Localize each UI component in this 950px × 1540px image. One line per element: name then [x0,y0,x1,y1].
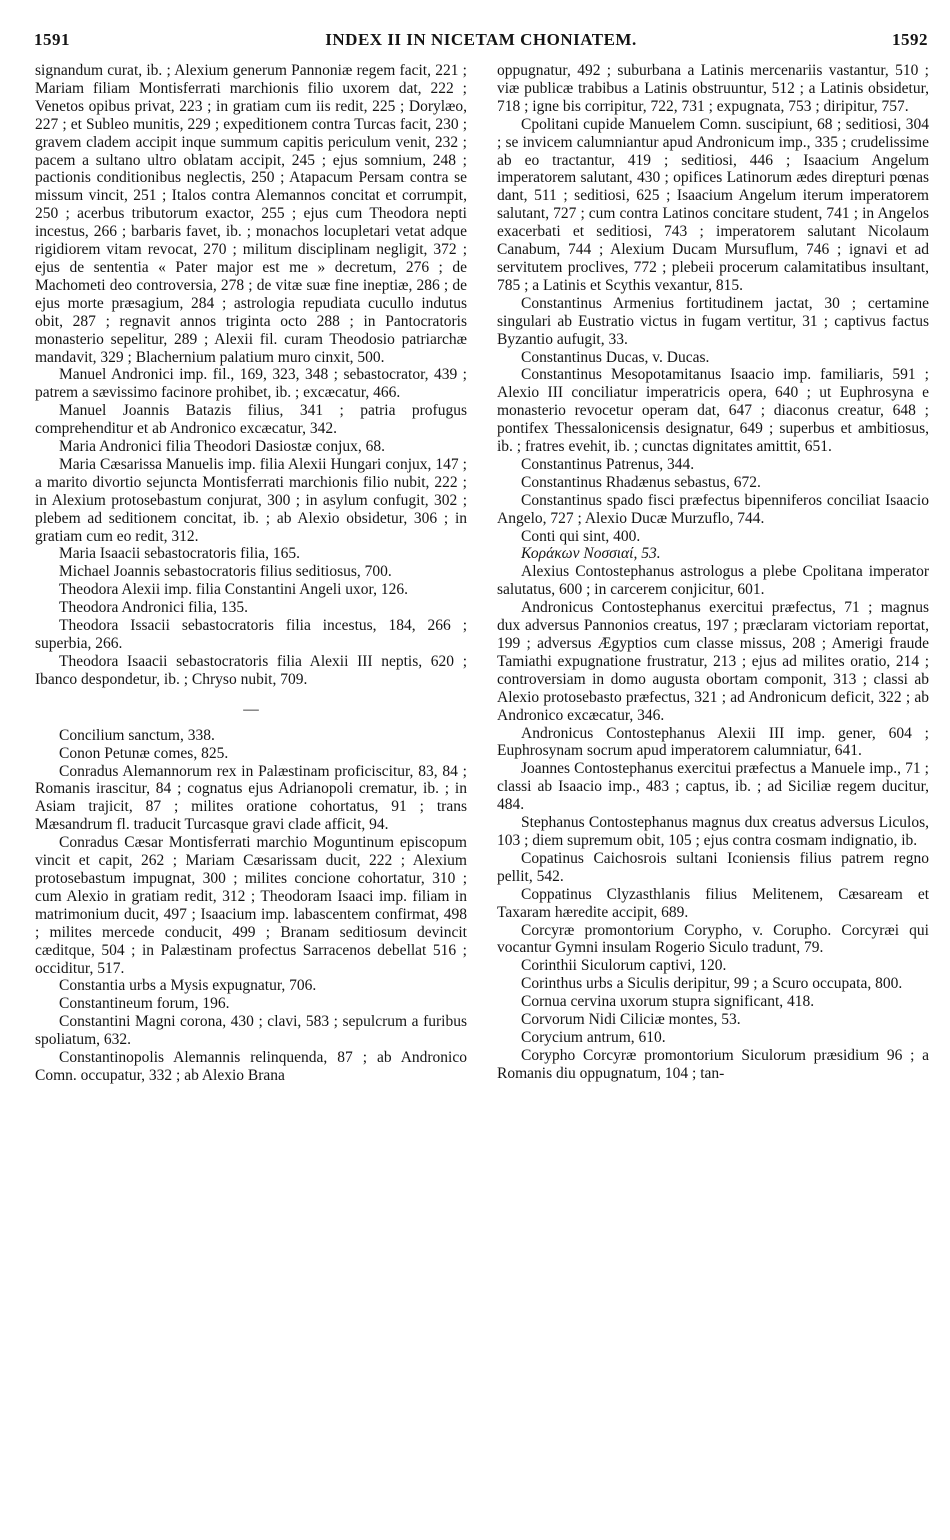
index-entry: Theodora Issacii sebastocratoris filia incestus, 184, 266 ; superbia, 266. [35,617,467,652]
index-entry: Maria Andronici filia Theodori Dasiostæ conjux, 68. [59,438,386,456]
index-entry: Cpolitani cupide Manuelem Comn. suscipiunt, 68 ; seditiosi, 304 ; se invicem calumniantur apud Andronicum imp., 335 ; crudelissime ab eo tractantur, 419 ; seditiosi, 446 ; Isaacium Angelum imperatorem salutant, 430 ; opifices Latinorum ædes direpturi pœnas dant, 511 ; seditiosi, 625 ; Isaacium Angelum iterum imperatorem salutant, 727 ; cum contra Latinos concitare student, 741 ; in Angelos exacerbati et seditiosi, 743 ; imperatorem salutant Nicolaum Canabum, 744 ; Alexium Ducam Mursuflum, 746 ; ignavi et ad servitutem proclives, 772 ; plebeii procerum calamitatibus insultant, 785 ; a Latinis et Scythis vexantur, 815. [497,115,929,294]
section-separator: — [243,700,259,718]
page-title: INDEX II IN NICETAM CHONIATEM. [325,30,637,49]
left-page-number: 1591 [34,30,70,49]
index-entry: Corinthus urbs a Siculis deripitur, 99 ; a Scuro occupata, 800. [521,975,903,993]
index-entry: Alexius Contostephanus astrologus a plebe Cpolitana imperator salutatus, 600 ; in carcerem conjicitur, 601. [497,563,929,599]
right-column [497,62,929,1532]
index-entry: Maria Cæsarissa Manuelis imp. filia Alexii Hungari conjux, 147 ; a marito divortio sejuncta Montisferrati marchionis filio nubit, 222 ; in Alexium protosebastum conjurat, 300 ; in asylum confugit, 302 ; plebem ad seditionem concitat, ib. ; ab Alexio obsidetur, 306 ; in gratiam cum eo redit, 312. [35,455,467,545]
index-entry: Κοράκων Νοσσιαί, 53. [521,545,661,563]
index-entry: Theodora Andronici filia, 135. [59,599,248,617]
index-entry: signandum curat, ib. ; Alexium generum Pannoniæ regem facit, 221 ; Mariam filiam Montisferrati marchionis filio uxorem dat, 222 ; Venetos opibus privat, 223 ; in gratiam cum iis redit, 225 ; Dorylæo, 227 ; et Subleo munitis, 229 ; expeditionem contra Turcas facit, 230 ; gravem cladem accipit inque summum capitis periculum venit, 232 ; pacem a sultano ultro oblatam accipit, 245 ; ejus somnium, 248 ; pactionis conditionibus neglectis, 250 ; Atapacum Persam contra se missum vincit, 251 ; Italos contra Alemannos concitat et corrumpit, 250 ; acerbus tributorum exactor, 255 ; ejus cum Theodora nepti incestus, 266 ; barbaris favet, ib. ; monachos locupletari vetat adque rigidiorem vitam revocat, 270 ; militum disciplinam negligit, 372 ; ejus de sententia « Pater major est me » decretum, 276 ; de Machometi deo controversia, 278 ; de vitæ suæ fine ineptiæ, 286 ; de ejus morte præsagium, 284 ; astrologia repudiata cucullo indutus obit, 287 ; regnavit annos triginta octo 288 ; in Pantocratoris monasterio sepelitur, 289 ; Alexii fil. curam Theodosio patriarchæ mandavit, 329 ; Blachernium palatium muro cinxit, 500. [35,62,467,366]
index-entry: Conradus Cæsar Montisferrati marchio Moguntinum episcopum vincit et capit, 262 ; Mariam Cæsarissam ducit, 222 ; Alexium protosebastum impugnat, 300 ; milites concione cohortatur, 310 ; cum Alexio in gratiam redit, 312 ; Theodoram Isaaci imp. filiam in matrimonium ducit, 497 ; Isaacium imp. labascentem confirmat, 498 ; milites mercede conducit, 499 ; Branam seditiosum devincit cæditque, 504 ; in Palæstinam profectus Sarracenos debellat 516 ; occiditur, 517. [35,834,467,977]
index-entry: Maria Isaacii sebastocratoris filia, 165. [59,545,301,563]
index-entry: Manuel Joannis Batazis filius, 341 ; patria profugus comprehenditur et ab Andronico excæcatur, 342. [35,402,467,438]
index-entry: Corvorum Nidi Ciliciæ montes, 53. [521,1011,741,1029]
page-header [34,30,928,56]
index-entry: Corypho Corcyræ promontorium Siculorum præsidium 96 ; a Romanis diu oppugnatum, 104 ; tan- [497,1046,929,1082]
index-entry: Joannes Contostephanus exercitui præfectus a Manuele imp., 71 ; classi ab Isaacio imp., 483 ; captus, ib. ; ad Siciliæ regem ducitur, 484. [497,760,929,814]
index-entry: Cornua cervina uxorum stupra significant, 418. [521,993,815,1011]
index-entry: Andronicus Contostephanus exercitui præfectus, 71 ; magnus dux adversus Pannonios creatus, 197 ; præclaram victoriam reportat, 199 ; adversus Ægyptios cum classe missus, 208 ; Amerigi fraude Tamiathi expugnatione frustratur, 213 ; ejus ad milites oratio, 214 ; controversiam in domo augusta obortam componit, 313 ; classi ab Alexio protosebasto præfectus, 321 ; ad Andronicum deficit, 322 ; ab Andronico excæcatur, 346. [497,599,929,724]
index-entry: Coppatinus Clyzasthlanis filius Melitenem, Cæsaream et Taxaram hæredite accipit, 689. [497,885,929,921]
index-entry: Theodora Isaacii sebastocratoris filia Alexii III neptis, 620 ; Ibanco despondetur, ib. ; Chryso nubit, 709. [35,652,467,688]
index-entry: Corycium antrum, 610. [521,1028,666,1046]
index-entry: Michael Joannis sebastocratoris filius seditiosus, 700. [59,563,392,581]
index-entry: Constantinus Mesopotamitanus Isaacio imp. familiaris, 591 ; Alexio III conciliatur imperatricis opera, 640 ; ut Euphrosyna e monasterio revocetur operam dat, 647 ; diaconus creatur, 648 ; pontifex Thessalonicensis designatur, 649 ; superbus et ambitiosus, ib. ; fratres evehit, ib. ; cunctas dignitates amittit, 651. [497,366,929,456]
index-entry: Concilium sanctum, 338. [59,726,215,744]
index-entry: Stephanus Contostephanus magnus dux creatus adversus Liculos, 103 ; diem supremum obit, 105 ; ejus contra cosmam indignatio, ib. [497,814,929,849]
index-entry: Constantineum forum, 196. [59,995,230,1013]
index-entry: Constantia urbs a Mysis expugnatur, 706. [59,977,317,995]
index-entry: Constantinopolis Alemannis relinquenda, 87 ; ab Andronico Comn. occupatur, 332 ; ab Alexio Brana [35,1049,467,1084]
index-entry: Constantinus Rhadænus sebastus, 672. [521,473,761,491]
right-page-number: 1592 [892,30,928,49]
index-entry: Andronicus Contostephanus Alexii III imp. gener, 604 ; Euphrosynam socrum apud imperatorem calumniatur, 641. [497,724,929,760]
index-entry: Conradus Alemannorum rex in Palæstinam proficiscitur, 83, 84 ; Romanis irascitur, 84 ; cognatus ejus Adrianopoli crematur, ib. ; in Asiam trajicit, 87 ; milites oratione cohortatus, 91 ; trans Mæsandrum fl. traducit Turcasque gravi clade afficit, 94. [35,762,467,834]
index-entry: Theodora Alexii imp. filia Constantini Angeli uxor, 126. [59,581,408,599]
index-entry: oppugnatur, 492 ; suburbana a Latinis mercenariis vastantur, 510 ; viæ publicæ trabibus a Latinis obstruuntur, 512 ; a Latinis obsidetur, 718 ; igne bis corripitur, 722, 731 ; expugnata, 753 ; diripitur, 757. [497,62,929,115]
index-entry: Copatinus Caichosrois sultani Iconiensis filius patrem regno pellit, 542. [497,849,929,885]
left-column [35,62,467,1532]
index-entry: Corinthii Siculorum captivi, 120. [521,957,727,975]
index-entry: Manuel Andronici imp. fil., 169, 323, 348 ; sebastocrator, 439 ; patrem a sævissimo facinore prohibet, ib. ; excæcatur, 466. [35,366,467,402]
index-entry: Conon Petunæ comes, 825. [59,744,229,762]
index-entry: Constantini Magni corona, 430 ; clavi, 583 ; sepulcrum a furibus spoliatum, 632. [35,1013,467,1049]
index-entry: Corcyræ promontorium Corypho, v. Corupho. Corcyræi qui vocantur Gymni insulam Rogerio Siculo tradunt, 79. [497,921,929,957]
index-entry: Constantinus Patrenus, 344. [521,455,695,473]
index-entry: Constantinus Armenius fortitudinem jactat, 30 ; certamine singulari ab Eustratio victus in fugam vertitur, 31 ; captivus factus Byzantio aufugit, 33. [497,294,929,348]
index-entry: Constantinus spado fisci præfectus bipenniferos conciliat Isaacio Angelo, 727 ; Alexio Ducæ Murzuflo, 744. [497,491,929,527]
index-entry: Conti qui sint, 400. [521,527,641,545]
index-entry: Constantinus Ducas, v. Ducas. [521,348,710,366]
